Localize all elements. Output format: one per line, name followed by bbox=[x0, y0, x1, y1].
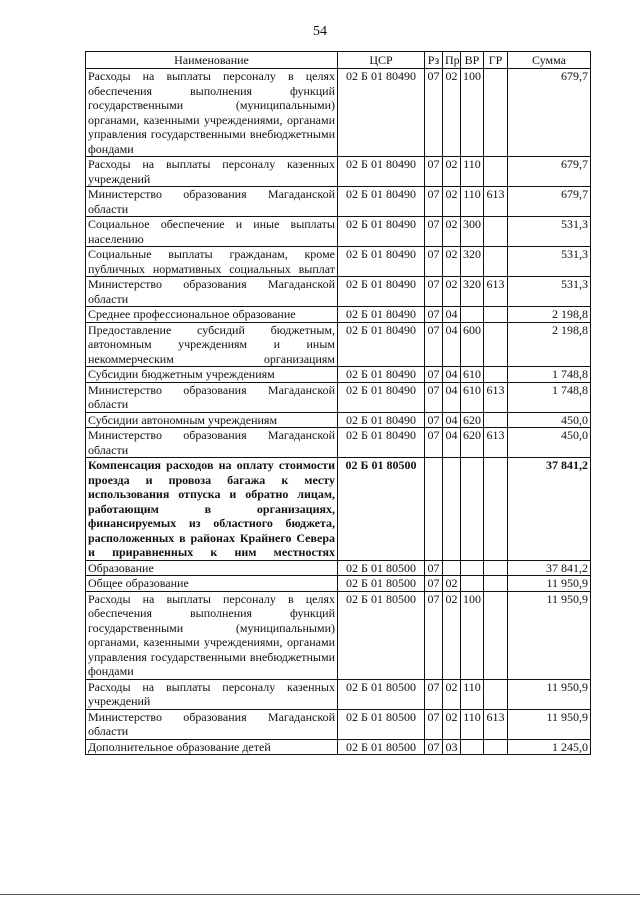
cell-vr bbox=[461, 458, 484, 561]
cell-pr: 04 bbox=[443, 412, 461, 428]
cell-vr: 320 bbox=[461, 277, 484, 307]
cell-rz: 07 bbox=[425, 382, 443, 412]
cell-rz: 07 bbox=[425, 367, 443, 383]
cell-sum: 11 950,9 bbox=[508, 591, 591, 679]
cell-vr bbox=[461, 576, 484, 592]
cell-rz: 07 bbox=[425, 187, 443, 217]
cell-gr bbox=[484, 247, 508, 277]
cell-pr: 02 bbox=[443, 217, 461, 247]
cell-sum: 450,0 bbox=[508, 428, 591, 458]
cell-csr: 02 Б 01 80490 bbox=[338, 69, 425, 157]
header-vr: ВР bbox=[461, 52, 484, 69]
cell-vr: 610 bbox=[461, 367, 484, 383]
cell-pr: 02 bbox=[443, 277, 461, 307]
cell-sum: 11 950,9 bbox=[508, 679, 591, 709]
cell-pr: 02 bbox=[443, 69, 461, 157]
header-rz: Рз bbox=[425, 52, 443, 69]
cell-csr: 02 Б 01 80500 bbox=[338, 739, 425, 755]
cell-sum: 1 748,8 bbox=[508, 367, 591, 383]
cell-sum: 2 198,8 bbox=[508, 322, 591, 367]
table-row bbox=[86, 157, 591, 187]
header-csr: ЦСР bbox=[338, 52, 425, 69]
cell-gr bbox=[484, 69, 508, 157]
cell-name: Среднее профессиональное образование bbox=[86, 307, 338, 323]
cell-gr bbox=[484, 367, 508, 383]
cell-sum: 2 198,8 bbox=[508, 307, 591, 323]
cell-sum: 679,7 bbox=[508, 187, 591, 217]
cell-name: Образование bbox=[86, 560, 338, 576]
cell-pr: 04 bbox=[443, 428, 461, 458]
cell-csr: 02 Б 01 80490 bbox=[338, 322, 425, 367]
cell-csr: 02 Б 01 80500 bbox=[338, 709, 425, 739]
cell-csr: 02 Б 01 80490 bbox=[338, 367, 425, 383]
table-row bbox=[86, 247, 591, 277]
cell-vr bbox=[461, 739, 484, 755]
cell-csr: 02 Б 01 80490 bbox=[338, 307, 425, 323]
table-row bbox=[86, 591, 591, 679]
cell-gr: 613 bbox=[484, 277, 508, 307]
cell-name: Социальное обеспечение и иные выплаты населению bbox=[86, 217, 338, 247]
cell-vr bbox=[461, 560, 484, 576]
cell-name: Дополнительное образование детей bbox=[86, 739, 338, 755]
cell-rz: 07 bbox=[425, 217, 443, 247]
cell-name: Субсидии автономным учреждениям bbox=[86, 412, 338, 428]
cell-sum: 11 950,9 bbox=[508, 576, 591, 592]
cell-rz: 07 bbox=[425, 576, 443, 592]
cell-vr bbox=[461, 307, 484, 323]
cell-csr: 02 Б 01 80500 bbox=[338, 458, 425, 561]
cell-rz: 07 bbox=[425, 679, 443, 709]
cell-pr: 04 bbox=[443, 307, 461, 323]
cell-name: Общее образование bbox=[86, 576, 338, 592]
cell-csr: 02 Б 01 80490 bbox=[338, 217, 425, 247]
cell-name: Министерство образования Магаданской области bbox=[86, 187, 338, 217]
cell-rz: 07 bbox=[425, 739, 443, 755]
cell-vr: 110 bbox=[461, 187, 484, 217]
cell-pr: 04 bbox=[443, 367, 461, 383]
cell-rz: 07 bbox=[425, 322, 443, 367]
cell-csr: 02 Б 01 80490 bbox=[338, 157, 425, 187]
cell-name: Компенсация расходов на оплату стоимости проезда и провоза багажа к месту использования отпуска и обратно лицам, работающим в организациях, финансируемых из областного бюджета, расположенных в районах Крайнего Севера и приравненных к ним местностях bbox=[86, 458, 338, 561]
cell-vr: 620 bbox=[461, 412, 484, 428]
cell-gr bbox=[484, 739, 508, 755]
cell-sum: 679,7 bbox=[508, 157, 591, 187]
cell-vr: 320 bbox=[461, 247, 484, 277]
cell-pr: 02 bbox=[443, 187, 461, 217]
table-row bbox=[86, 739, 591, 755]
cell-gr bbox=[484, 679, 508, 709]
cell-csr: 02 Б 01 80490 bbox=[338, 247, 425, 277]
cell-sum: 1 748,8 bbox=[508, 382, 591, 412]
cell-pr: 02 bbox=[443, 247, 461, 277]
cell-pr: 02 bbox=[443, 709, 461, 739]
cell-rz: 07 bbox=[425, 157, 443, 187]
cell-name: Расходы на выплаты персоналу в целях обеспечения выполнения функций государственными (муниципальными) органами, казенными учреждениями, органами управления государственными внебюджетными фондами bbox=[86, 69, 338, 157]
footer-rule bbox=[0, 894, 640, 895]
cell-csr: 02 Б 01 80490 bbox=[338, 277, 425, 307]
cell-gr: 613 bbox=[484, 382, 508, 412]
cell-csr: 02 Б 01 80490 bbox=[338, 187, 425, 217]
cell-rz bbox=[425, 458, 443, 561]
cell-sum: 679,7 bbox=[508, 69, 591, 157]
cell-name: Министерство образования Магаданской области bbox=[86, 382, 338, 412]
cell-vr: 110 bbox=[461, 157, 484, 187]
table-row bbox=[86, 382, 591, 412]
cell-gr bbox=[484, 591, 508, 679]
cell-gr bbox=[484, 560, 508, 576]
cell-pr: 04 bbox=[443, 382, 461, 412]
cell-sum: 450,0 bbox=[508, 412, 591, 428]
table-row bbox=[86, 412, 591, 428]
cell-rz: 07 bbox=[425, 307, 443, 323]
cell-rz: 07 bbox=[425, 412, 443, 428]
table-row bbox=[86, 560, 591, 576]
cell-rz: 07 bbox=[425, 277, 443, 307]
table-row bbox=[86, 428, 591, 458]
cell-name: Предоставление субсидий бюджетным, автономным учреждениям и иным некоммерческим организациям bbox=[86, 322, 338, 367]
cell-name: Министерство образования Магаданской области bbox=[86, 709, 338, 739]
cell-csr: 02 Б 01 80490 bbox=[338, 412, 425, 428]
table-row bbox=[86, 709, 591, 739]
cell-sum: 37 841,2 bbox=[508, 458, 591, 561]
cell-name: Расходы на выплаты персоналу в целях обеспечения выполнения функций государственными (муниципальными) органами, казенными учреждениями, органами управления государственными внебюджетными фондами bbox=[86, 591, 338, 679]
cell-pr bbox=[443, 458, 461, 561]
cell-pr: 03 bbox=[443, 739, 461, 755]
cell-sum: 531,3 bbox=[508, 247, 591, 277]
cell-rz: 07 bbox=[425, 709, 443, 739]
cell-csr: 02 Б 01 80500 bbox=[338, 679, 425, 709]
cell-gr bbox=[484, 307, 508, 323]
cell-gr: 613 bbox=[484, 428, 508, 458]
table-row bbox=[86, 307, 591, 323]
table-row bbox=[86, 576, 591, 592]
page-number: 54 bbox=[313, 24, 327, 39]
table-row bbox=[86, 69, 591, 157]
cell-name: Министерство образования Магаданской области bbox=[86, 428, 338, 458]
table-row bbox=[86, 277, 591, 307]
table-header-row bbox=[86, 52, 591, 69]
cell-csr: 02 Б 01 80490 bbox=[338, 382, 425, 412]
cell-sum: 1 245,0 bbox=[508, 739, 591, 755]
cell-pr: 04 bbox=[443, 322, 461, 367]
cell-rz: 07 bbox=[425, 247, 443, 277]
cell-name: Расходы на выплаты персоналу казенных учреждений bbox=[86, 679, 338, 709]
budget-table bbox=[85, 51, 591, 755]
cell-gr bbox=[484, 157, 508, 187]
cell-gr bbox=[484, 576, 508, 592]
cell-gr: 613 bbox=[484, 187, 508, 217]
cell-csr: 02 Б 01 80500 bbox=[338, 560, 425, 576]
cell-sum: 37 841,2 bbox=[508, 560, 591, 576]
cell-pr: 02 bbox=[443, 591, 461, 679]
cell-name: Субсидии бюджетным учреждениям bbox=[86, 367, 338, 383]
cell-name: Министерство образования Магаданской области bbox=[86, 277, 338, 307]
cell-name: Социальные выплаты гражданам, кроме публичных нормативных социальных выплат bbox=[86, 247, 338, 277]
cell-vr: 600 bbox=[461, 322, 484, 367]
cell-gr bbox=[484, 322, 508, 367]
cell-gr: 613 bbox=[484, 709, 508, 739]
cell-pr: 02 bbox=[443, 157, 461, 187]
table-row bbox=[86, 217, 591, 247]
cell-vr: 300 bbox=[461, 217, 484, 247]
cell-vr: 100 bbox=[461, 69, 484, 157]
cell-vr: 110 bbox=[461, 679, 484, 709]
cell-rz: 07 bbox=[425, 69, 443, 157]
cell-sum: 531,3 bbox=[508, 277, 591, 307]
cell-sum: 531,3 bbox=[508, 217, 591, 247]
header-pr: Пр bbox=[443, 52, 461, 69]
cell-name: Расходы на выплаты персоналу казенных учреждений bbox=[86, 157, 338, 187]
header-sum: Сумма bbox=[508, 52, 591, 69]
cell-vr: 610 bbox=[461, 382, 484, 412]
cell-sum: 11 950,9 bbox=[508, 709, 591, 739]
table-row bbox=[86, 187, 591, 217]
table-row bbox=[86, 367, 591, 383]
cell-rz: 07 bbox=[425, 591, 443, 679]
header-gr: ГР bbox=[484, 52, 508, 69]
cell-pr: 02 bbox=[443, 679, 461, 709]
cell-pr: 02 bbox=[443, 576, 461, 592]
table-row bbox=[86, 458, 591, 561]
table-row bbox=[86, 679, 591, 709]
header-name: Наименование bbox=[86, 52, 338, 69]
cell-vr: 110 bbox=[461, 709, 484, 739]
cell-pr bbox=[443, 560, 461, 576]
cell-csr: 02 Б 01 80500 bbox=[338, 576, 425, 592]
cell-vr: 620 bbox=[461, 428, 484, 458]
cell-gr bbox=[484, 217, 508, 247]
cell-vr: 100 bbox=[461, 591, 484, 679]
cell-gr bbox=[484, 458, 508, 561]
cell-csr: 02 Б 01 80500 bbox=[338, 591, 425, 679]
cell-csr: 02 Б 01 80490 bbox=[338, 428, 425, 458]
cell-gr bbox=[484, 412, 508, 428]
cell-rz: 07 bbox=[425, 428, 443, 458]
cell-rz: 07 bbox=[425, 560, 443, 576]
table-row bbox=[86, 322, 591, 367]
